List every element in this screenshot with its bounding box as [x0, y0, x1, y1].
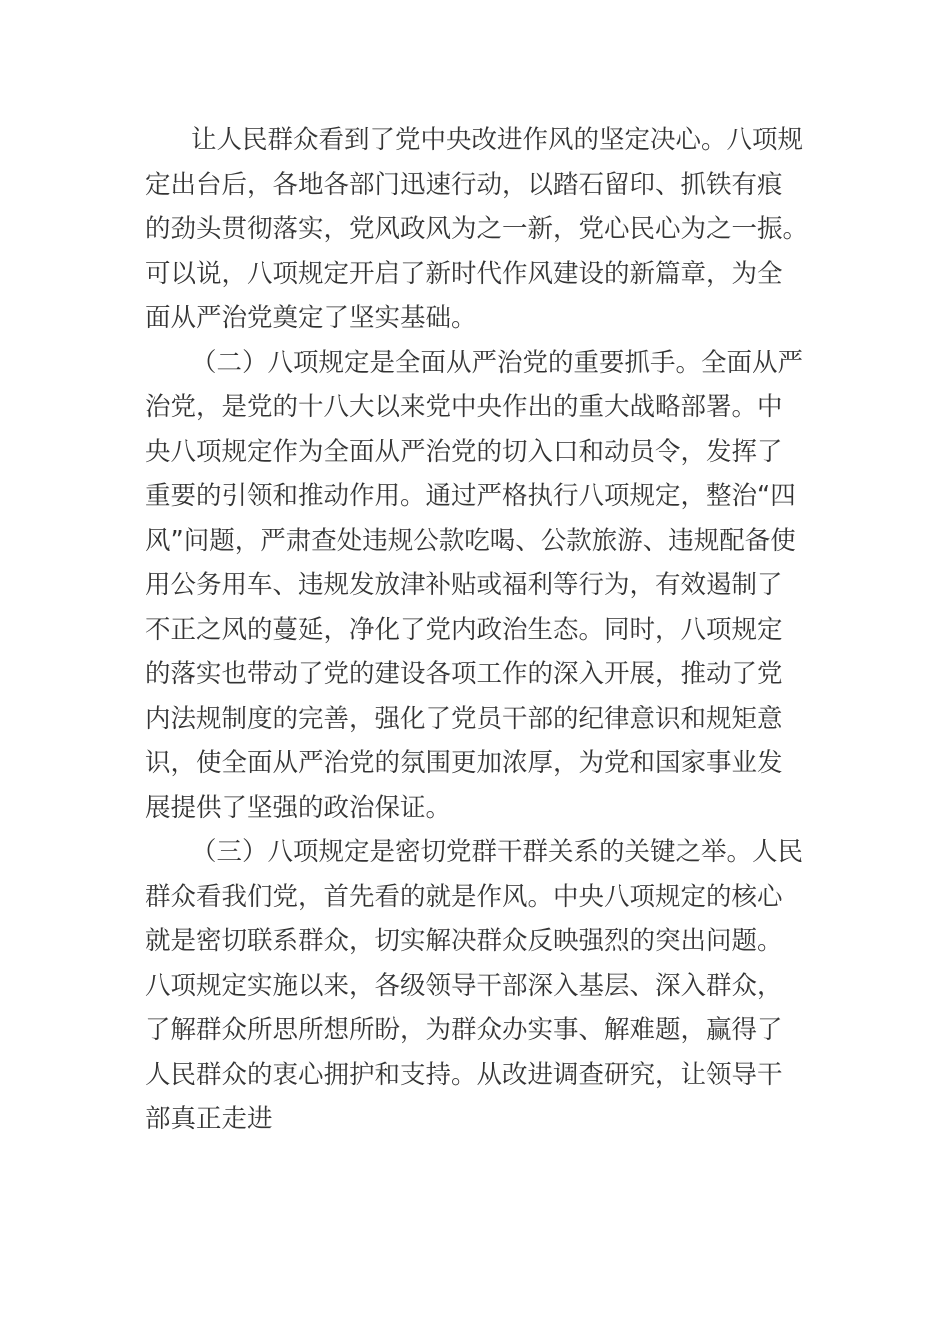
text-line: 群众看我们党，首先看的就是作风。中央八项规定的核心 — [145, 881, 783, 912]
text-line: 内法规制度的完善，强化了党员干部的纪律意识和规矩意 — [145, 703, 783, 734]
paragraph-1 — [145, 118, 815, 341]
section-heading-line: （三）八项规定是密切党群干群关系的关键之举。人民 — [191, 837, 804, 867]
text-line: 的劲头贯彻落实，党风政风为之一新，党心民心为之一振。 — [145, 214, 809, 244]
text-line: 用公务用车、违规发放津补贴或福利等行为，有效遏制了 — [145, 570, 783, 600]
text-line: 部真正走进 — [145, 1104, 273, 1134]
document-body — [145, 118, 815, 1142]
text-line: 不正之风的蔓延，净化了党内政治生态。同时，八项规定 — [145, 614, 783, 645]
paragraph-3 — [145, 830, 815, 1142]
text-line: 人民群众的衷心拥护和支持。从改进调查研究，让领导干 — [145, 1059, 783, 1090]
text-line: 识，使全面从严治党的氛围更加浓厚，为党和国家事业发 — [145, 748, 783, 778]
text-line: 治党，是党的十八大以来党中央作出的重大战略部署。中 — [145, 392, 783, 422]
text-line: 让人民群众看到了党中央改进作风的坚定决心。八项规 — [191, 125, 804, 155]
text-line: 就是密切联系群众，切实解决群众反映强烈的突出问题。 — [145, 926, 783, 956]
text-line: 重要的引领和推动作用。通过严格执行八项规定，整治“四 — [145, 481, 796, 511]
text-line: 的落实也带动了党的建设各项工作的深入开展，推动了党 — [145, 659, 783, 689]
text-line: 风”问题，严肃查处违规公款吃喝、公款旅游、违规配备使 — [145, 525, 796, 556]
text-line: 可以说，八项规定开启了新时代作风建设的新篇章，为全 — [145, 258, 783, 289]
paragraph-2 — [145, 341, 815, 831]
text-line: 展提供了坚强的政治保证。 — [145, 792, 452, 823]
text-line: 了解群众所思所想所盼，为群众办实事、解难题，赢得了 — [145, 1015, 783, 1045]
text-line: 央八项规定作为全面从严治党的切入口和动员令，发挥了 — [145, 436, 783, 467]
text-line: 面从严治党奠定了坚实基础。 — [145, 303, 477, 333]
text-line: 八项规定实施以来，各级领导干部深入基层、深入群众， — [145, 970, 783, 1001]
text-line: 定出台后，各地各部门迅速行动，以踏石留印、抓铁有痕 — [145, 169, 783, 200]
section-heading-line: （二）八项规定是全面从严治党的重要抓手。全面从严 — [191, 347, 804, 378]
